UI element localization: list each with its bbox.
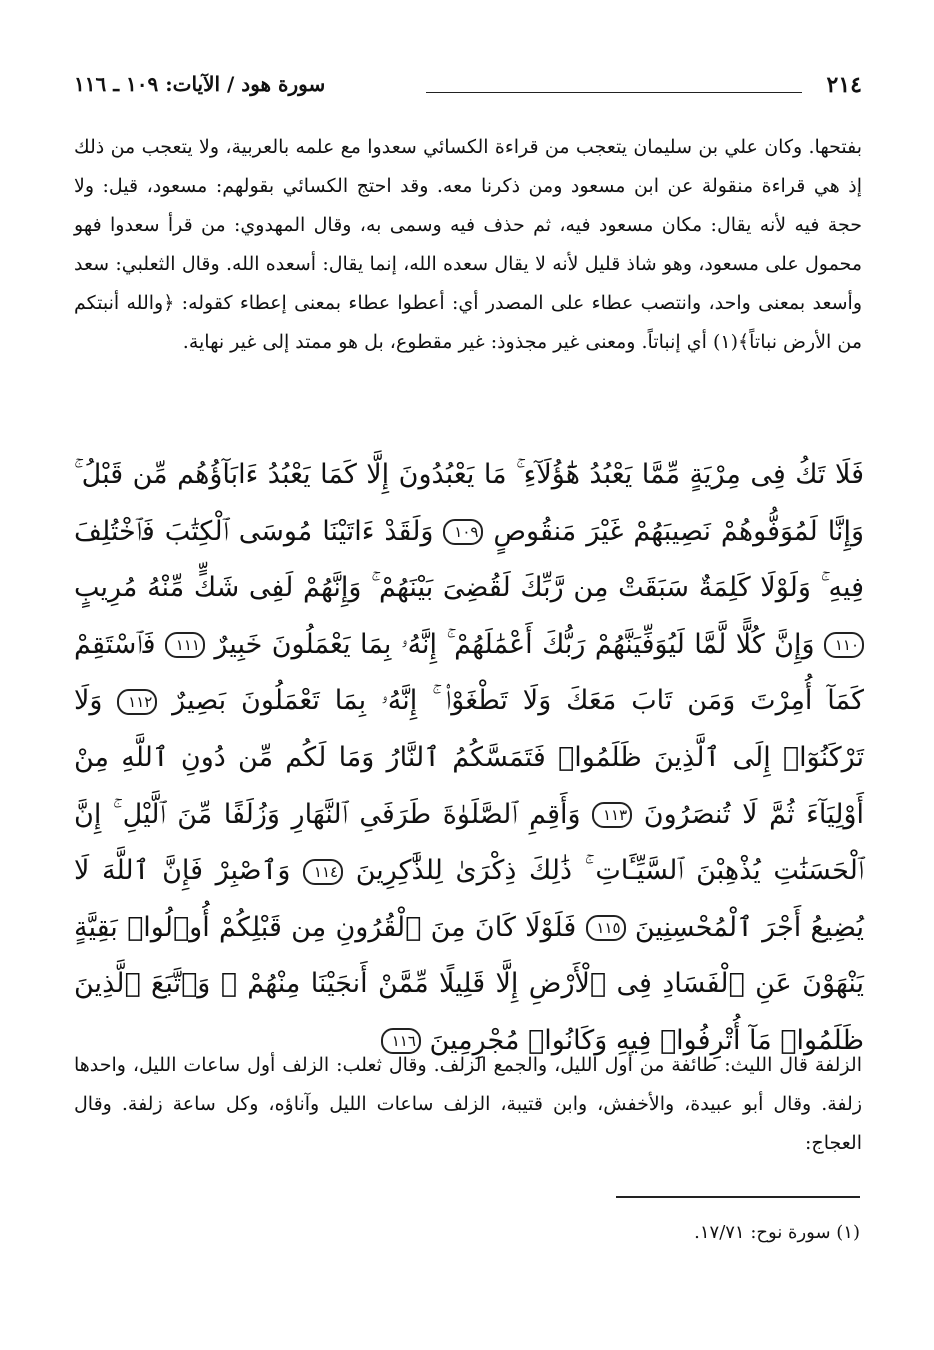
verse-text: فَٱسْتَقِمْ كَمَآ أُمِرْتَ وَمَن تَابَ مَعَكَ وَلَا تَطْغَوْا۟ ۚ إِنَّهُۥ بِمَا تَعْمَلُونَ بَصِيرٌ [74, 628, 864, 717]
verse-number-marker: ١١٠ [824, 632, 864, 658]
verse-number-marker: ١١٤ [303, 859, 343, 885]
verse-number-marker: ١١١ [165, 632, 205, 658]
commentary-paragraph-2: الزلفة قال الليث: طائفة من أول الليل، والجمع الزلف. وقال ثعلب: الزلف أول ساعات الليل، واحدها زلفة. وقال أبو عبيدة، والأخفش، وابن قتيبة، الزلف ساعات الليل وآناؤه، وكل ساعة زلفة. وقال العجاج: [74, 1054, 862, 1154]
running-header [74, 72, 862, 104]
verse-text: فَلَوْلَا كَانَ مِنَ ٱلْقُرُونِ مِن قَبْلِكُمْ أُو۟لُوا۟ بَقِيَّةٍ يَنْهَوْنَ عَنِ ٱلْفَسَادِ فِى ٱلْأَرْضِ إِلَّا قَلِيلًا مِّمَّنْ أَنجَيْنَا مِنْهُمْ ۗ وَٱتَّبَعَ ٱلَّذِينَ ظَلَمُوا۟ مَآ أُتْرِفُوا۟ فِيهِ وَكَانُوا۟ مُجْرِمِينَ [74, 911, 864, 1056]
footnote: (١) سورة نوح: ١٧/٧١. [694, 1222, 860, 1243]
verse-text: وَٱصْبِرْ فَإِنَّ ٱللَّهَ لَا يُضِيعُ أَجْرَ ٱلْمُحْسِنِينَ [74, 855, 864, 943]
page-number: ٢١٤ [826, 72, 862, 98]
commentary-paragraph-1: بفتحها. وكان علي بن سليمان يتعجب من قراءة الكسائي سعدوا مع علمه بالعربية، ولا يتعجب من ذلك إذ هي قراءة منقولة عن ابن مسعود ومن ذكرنا معه. وقد احتج الكسائي بقولهم: مسعود، قيل: ولا حجة فيه لأنه يقال: مكان مسعود فيه، ثم حذف فيه وسمى به، وقال المهدوي: من قرأ سعدوا فهو محمول على مسعود، وهو شاذ قليل لأنه لا يقال سعده الله، إنما يقال: أسعده الله. وقال الثعلبي: سعد وأسعد بمعنى واحد، وانتصب عطاء على المصدر أي: أعطوا عطاء بمعنى إعطاء كقوله: ﴿والله أنبتكم من الأرض نباتاً﴾(١) أي إنباتاً. ومعنى غير مجذوذ: غير مقطوع، بل هو ممتد إلى غير نهاية. [74, 136, 862, 353]
verse-text: وَلَا تَرْكَنُوٓا۟ إِلَى ٱلَّذِينَ ظَلَمُوا۟ فَتَمَسَّكُمُ ٱلنَّارُ وَمَا لَكُم مِّن دُونِ ٱللَّهِ مِنْ أَوْلِيَآءَ ثُمَّ لَا تُنصَرُونَ [74, 685, 864, 830]
quran-verses-block [74, 447, 864, 1070]
verse-number-marker: ١٠٩ [443, 519, 483, 545]
verse-number-marker: ١١٦ [381, 1028, 421, 1054]
verse-number-marker: ١١٢ [117, 689, 157, 715]
header-title: سورة هود / الآيات: ١٠٩ ـ ١١٦ [74, 72, 326, 96]
header-rule [426, 92, 802, 93]
verse-number-marker: ١١٣ [592, 802, 632, 828]
verse-text: فَلَا تَكُ فِى مِرْيَةٍ مِّمَّا يَعْبُدُ هَٰٓؤُلَآءِ ۚ مَا يَعْبُدُونَ إِلَّا كَمَا يَعْبُدُ ءَابَآؤُهُم مِّن قَبْلُ ۚ وَإِنَّا لَمُوَفُّوهُمْ نَصِيبَهُمْ غَيْرَ مَنقُوصٍ [74, 459, 864, 547]
verse-text: وَأَقِمِ ٱلصَّلَوٰةَ طَرَفَىِ ٱلنَّهَارِ وَزُلَفًا مِّنَ ٱلَّيْلِ ۚ إِنَّ ٱلْحَسَنَٰتِ يُذْهِبْنَ ٱلسَّيِّـَٔاتِ ۚ ذَٰلِكَ ذِكْرَىٰ لِلذَّٰكِرِينَ [74, 798, 864, 887]
verse-text: وَلَقَدْ ءَاتَيْنَا مُوسَى ٱلْكِتَٰبَ فَٱخْتُلِفَ فِيهِ ۚ وَلَوْلَا كَلِمَةٌ سَبَقَتْ مِن رَّبِّكَ لَقُضِىَ بَيْنَهُمْ ۚ وَإِنَّهُمْ لَفِى شَكٍّ مِّنْهُ مُرِيبٍ [74, 515, 864, 604]
verse-text: وَإِنَّ كُلًّا لَّمَّا لَيُوَفِّيَنَّهُمْ رَبُّكَ أَعْمَٰلَهُمْ ۚ إِنَّهُۥ بِمَا يَعْمَلُونَ خَبِيرٌ [204, 628, 815, 660]
footnote-rule [616, 1196, 860, 1198]
verse-number-marker: ١١٥ [586, 915, 626, 941]
